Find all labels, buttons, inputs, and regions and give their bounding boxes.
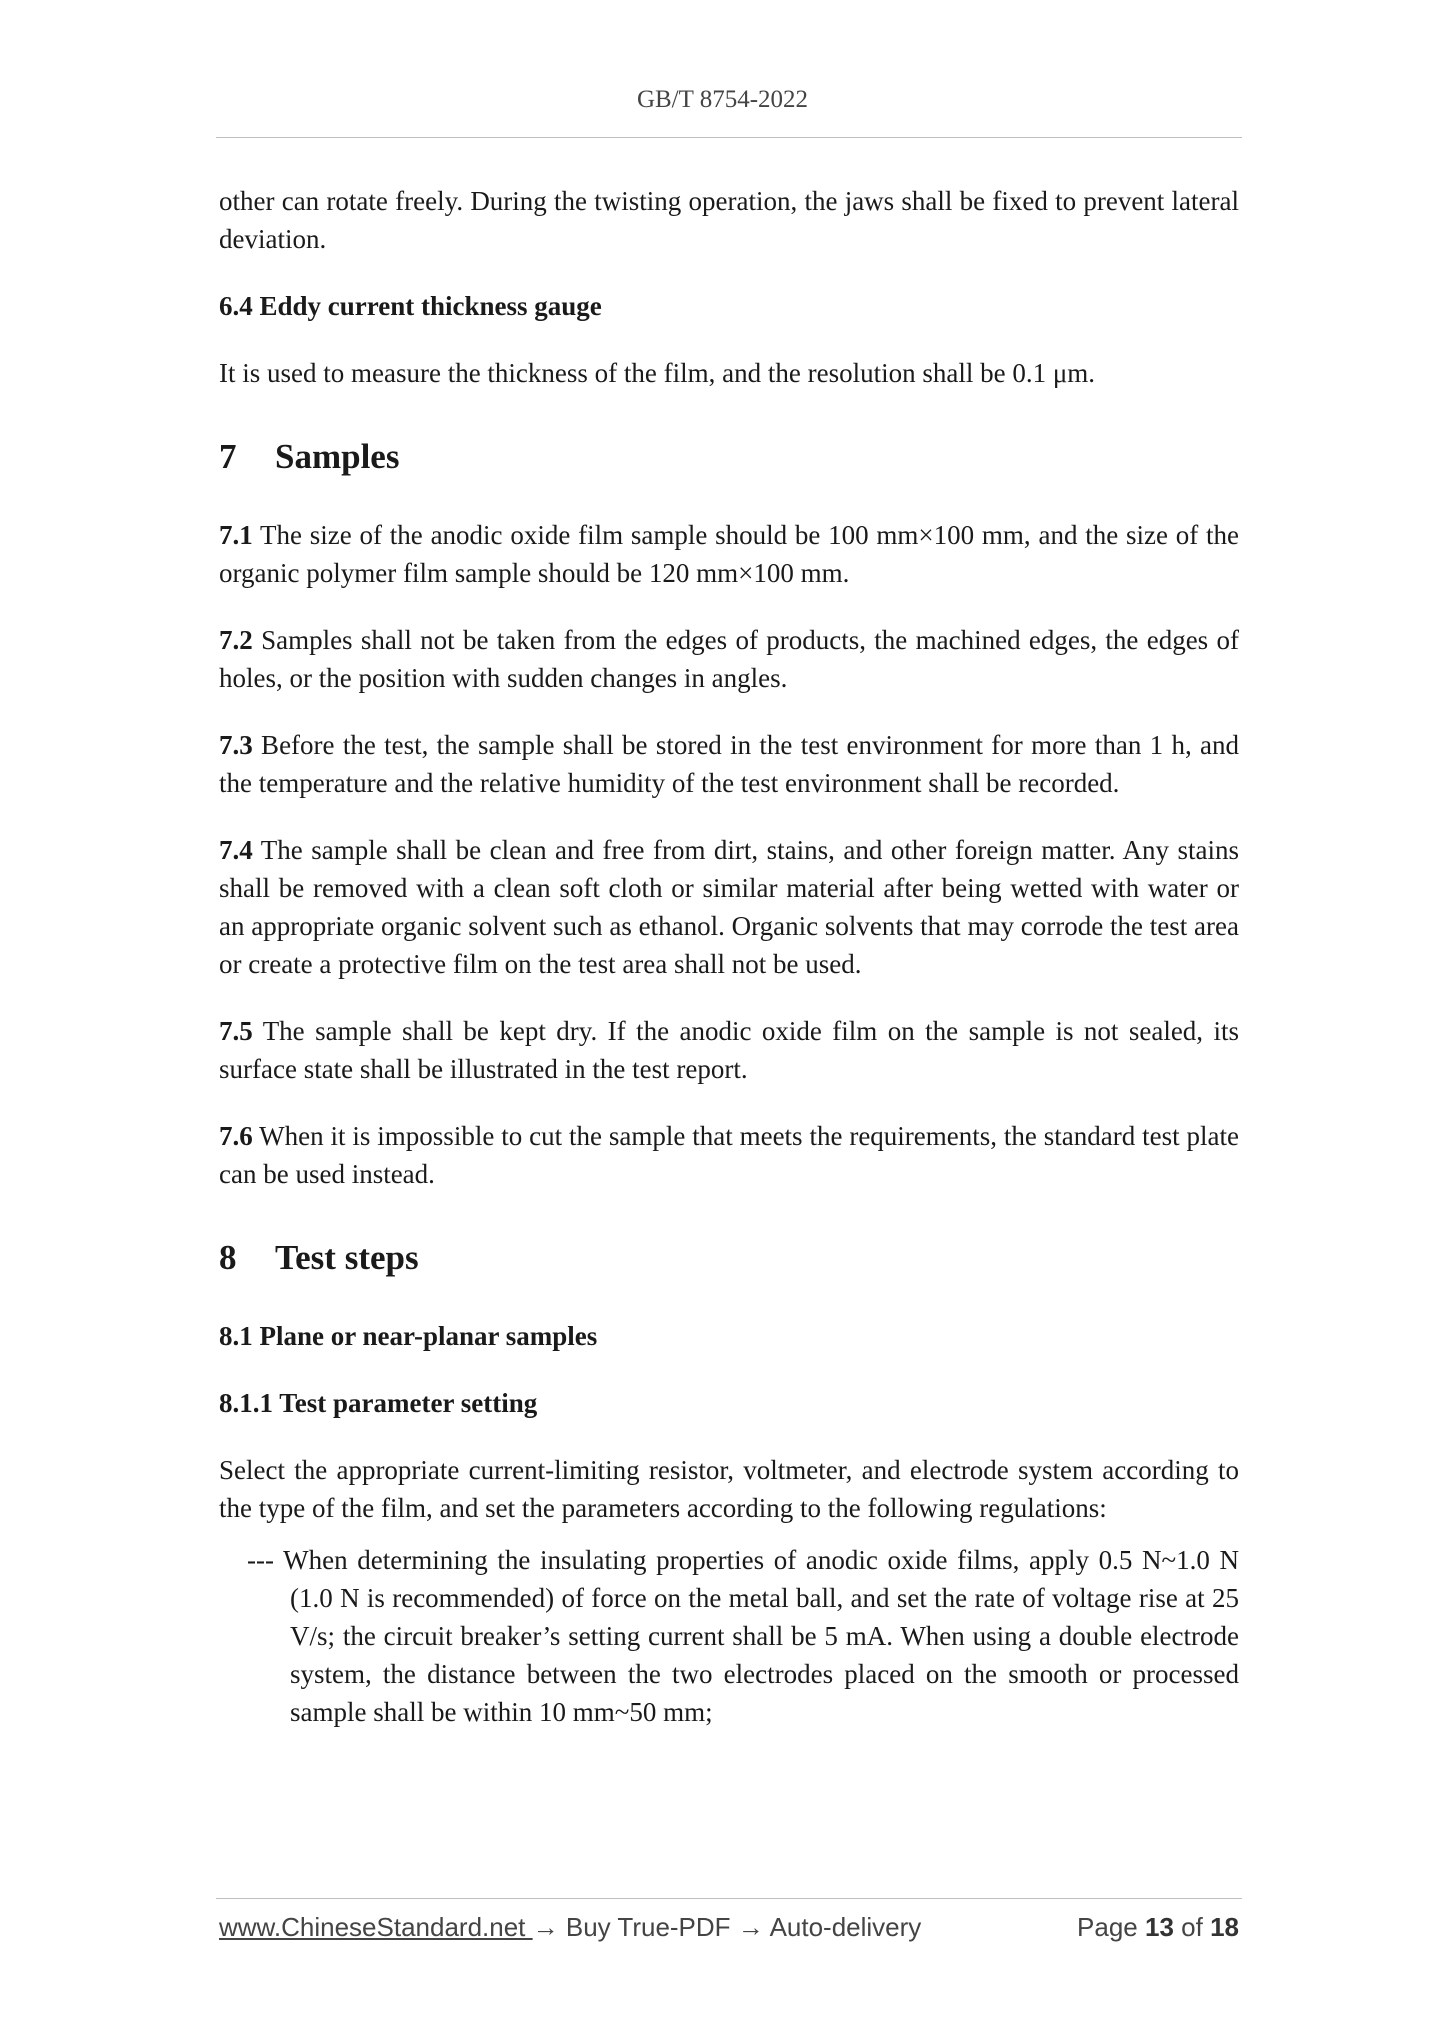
section-heading-8: [219, 1237, 1239, 1279]
clause-text: The sample shall be clean and free from dirt, stains, and other foreign matter. Any stains shall be removed with a clean soft cloth or similar material after being wetted with water or an appropriate organic solvent such as ethanol. Organic solvents that may corrode the test area or create a protective film on the test area shall not be used.: [219, 835, 1239, 979]
heading-6-4: 6.4 Eddy current thickness gauge: [219, 291, 602, 321]
clause-7-6: [219, 1117, 1239, 1193]
clause-text: The sample shall be kept dry. If the anodic oxide film on the sample is not sealed, its surface state shall be illustrated in the test report.: [219, 1016, 1239, 1084]
clause-text: Before the test, the sample shall be stored in the test environment for more than 1 h, and the temperature and the relative humidity of the test environment shall be recorded.: [219, 730, 1239, 798]
clause-number: 7.1: [219, 520, 253, 550]
clause-text: The size of the anodic oxide film sample should be 100 mm×100 mm, and the size of the organic polymer film sample should be 120 mm×100 mm.: [219, 520, 1239, 588]
paragraph-8-1-1: Select the appropriate current-limiting resistor, voltmeter, and electrode system according to the type of the film, and set the parameters according to the following regulations:: [219, 1455, 1239, 1523]
clause-text: Samples shall not be taken from the edges of products, the machined edges, the edges of holes, or the position with sudden changes in angles.: [219, 625, 1239, 693]
clause-number: 7.3: [219, 730, 253, 760]
paragraph-continuation: other can rotate freely. During the twisting operation, the jaws shall be fixed to prevent lateral deviation.: [219, 186, 1239, 254]
clause-7-1: [219, 516, 1239, 592]
clause-number: 7.4: [219, 835, 253, 865]
total-pages: 18: [1210, 1912, 1239, 1942]
section-heading-7: [219, 436, 1239, 478]
current-page: 13: [1145, 1912, 1174, 1942]
page-header: GB/T 8754-2022: [636, 86, 809, 113]
section-number-8: 8: [219, 1238, 237, 1277]
section-number-7: 7: [219, 437, 237, 476]
list-item: --- When determining the insulating properties of anodic oxide films, apply 0.5 N~1.0 N (1.0 N is recommended) of force on the metal ball, and set the rate of voltage rise at 25 V/s; the circuit breaker’s setting current shall be 5 mA. When using a double electrode system, the distance between the two electrodes placed on the smooth or processed sample shall be within 10 mm~50 mm;: [247, 1545, 1239, 1727]
clause-7-4: [219, 831, 1239, 983]
clause-7-3: [219, 726, 1239, 802]
clause-7-2: [219, 621, 1239, 697]
page-indicator: [1077, 1912, 1239, 1943]
header-divider: [216, 137, 1242, 138]
document-body: [219, 182, 1239, 1731]
section-title-7: Samples: [275, 437, 400, 476]
clause-number: 7.5: [219, 1016, 253, 1046]
promo-text: → Buy True-PDF → Auto-delivery: [532, 1912, 922, 1942]
website-link[interactable]: www.ChineseStandard.net: [219, 1912, 533, 1942]
of-word: of: [1181, 1912, 1203, 1942]
page-word: Page: [1077, 1912, 1138, 1942]
footer-divider: [216, 1898, 1242, 1899]
clause-text: When it is impossible to cut the sample that meets the requirements, the standard test plate can be used instead.: [219, 1121, 1239, 1189]
heading-8-1-1: 8.1.1 Test parameter setting: [219, 1388, 538, 1418]
clause-7-5: [219, 1012, 1239, 1088]
clause-number: 7.6: [219, 1121, 253, 1151]
clause-number: 7.2: [219, 625, 253, 655]
heading-8-1: 8.1 Plane or near-planar samples: [219, 1321, 598, 1351]
page-footer: [219, 1912, 1239, 1943]
section-title-8: Test steps: [275, 1238, 419, 1277]
paragraph-6-4: It is used to measure the thickness of the film, and the resolution shall be 0.1 μm.: [219, 358, 1096, 388]
